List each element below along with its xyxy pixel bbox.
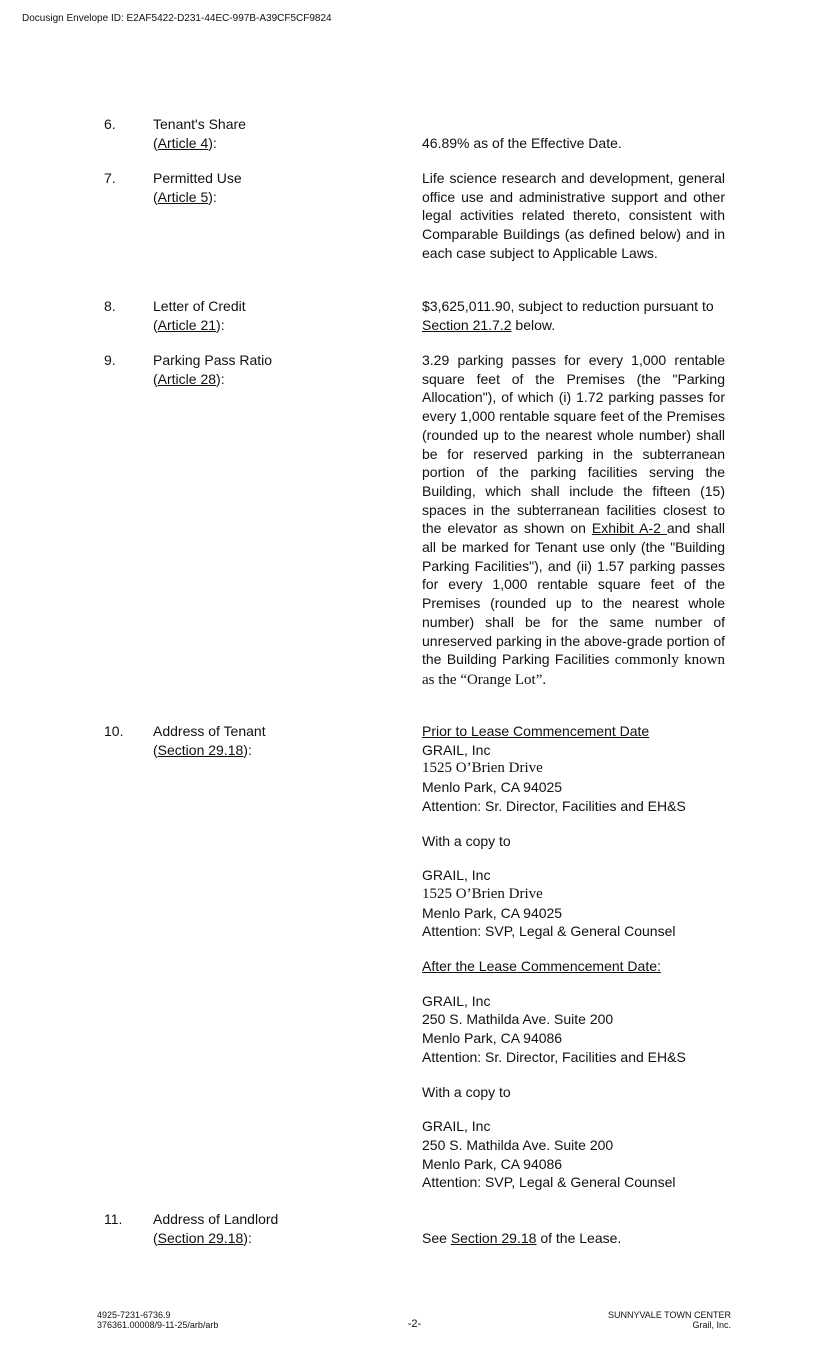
landlord-see: See: [422, 1230, 451, 1246]
section-29-18-link: Section 29.18: [450, 1230, 537, 1246]
after-street: 250 S. Mathilda Ave. Suite 200: [422, 1011, 614, 1028]
label-title: Parking Pass Ratio: [153, 352, 273, 368]
item-number: 8.: [104, 298, 116, 314]
prior-city: Menlo Park, CA 94025: [422, 779, 563, 796]
copy1-street: 1525 O’Brien Drive: [422, 885, 543, 902]
paren-open: (: [153, 316, 158, 333]
prior-street: 1525 O’Brien Drive: [422, 760, 543, 777]
footer-doc-number: 4925-7231-6736.9: [97, 1310, 171, 1320]
label-title: Tenant's Share: [153, 116, 246, 132]
copy-to-label: With a copy to: [422, 832, 511, 849]
parking-text-part-1: 3.29 parking passes for every 1,000 rentable square feet of the Premises (the "Parking Allocation"), of which (i) 1.72 parking passes for every 1,000 rentable square feet of the Premises (rounded up to the nearest whole number) shall be for reserved parking in the subterranean portion of the parking facilities serving the Building, which shall include the fifteen (15) spaces in the subterranean facilities closest to the elevator as shown on: [422, 352, 725, 537]
label-title: Address of Landlord: [153, 1211, 279, 1227]
item-label: [153, 351, 393, 388]
parking-text-part-2: and shall all be marked for Tenant use only (the "Building Parking Facilities"), and (ii) 1.57 parking passes for every 1,000 rentable square feet of the Premises (rounded up to the nearest whole number) shall be for the same number of unreserved parking in the above-grade portion of the Building Parking Facilities: [422, 520, 725, 668]
section-29-18-reference: Section 29.18: [157, 741, 244, 758]
copy1-city: Menlo Park, CA 94025: [422, 904, 563, 921]
paren-open: (: [153, 370, 158, 387]
landlord-address-value: [422, 1229, 725, 1248]
prior-attention: Attention: Sr. Director, Facilities and EH&S: [422, 797, 686, 814]
letter-of-credit-value: [422, 297, 725, 334]
copy2-street: 250 S. Mathilda Ave. Suite 200: [422, 1136, 614, 1153]
item-number: 11.: [104, 1211, 123, 1227]
after-city: Menlo Park, CA 94086: [422, 1030, 563, 1047]
permitted-use-value: Life science research and development, general office use and administrative support and other legal activities related thereto, consistent with Comparable Buildings (as defined below) and in each case subject to Applicable Laws.: [422, 170, 725, 261]
tenants-share-value: 46.89% as of the Effective Date.: [422, 135, 622, 151]
item-label: [153, 115, 393, 152]
page-number: -2-: [407, 1318, 422, 1330]
item-label: [153, 722, 393, 759]
footer-project: [608, 1310, 731, 1330]
prior-commencement-heading: Prior to Lease Commencement Date: [422, 723, 650, 739]
item-number: 10.: [104, 723, 124, 739]
footer-project-name: SUNNYVALE TOWN CENTER: [607, 1310, 731, 1320]
item-number: 7.: [104, 170, 116, 186]
paren-close: ):: [216, 370, 225, 387]
section-21-7-2-reference: Section 21.7.2: [422, 316, 512, 333]
item-number: 9.: [104, 352, 116, 368]
label-title: Letter of Credit: [153, 298, 246, 314]
paren-close: ):: [208, 134, 217, 151]
paren-close: ):: [208, 188, 217, 205]
tenant-address-block: [422, 722, 742, 1192]
article-4-reference: Article 4: [157, 134, 209, 151]
section-29-18-reference: Section 29.18: [157, 1229, 244, 1246]
prior-company-name: GRAIL, Inc: [422, 741, 491, 758]
label-title: Permitted Use: [153, 170, 242, 186]
item-label: [153, 169, 393, 206]
after-attention: Attention: Sr. Director, Facilities and EH&S: [422, 1048, 686, 1065]
article-5-reference: Article 5: [157, 188, 209, 205]
paren-open: (: [153, 134, 158, 151]
article-28-reference: Article 28: [157, 370, 217, 387]
paren-close: ):: [243, 741, 252, 758]
article-21-reference: Article 21: [157, 316, 217, 333]
letter-of-credit-suffix: below.: [511, 316, 556, 333]
item-label: [153, 1210, 393, 1247]
paren-close: ):: [243, 1229, 252, 1246]
parking-text-part-3: commonly known as the “Orange Lot”.: [422, 652, 725, 688]
copy2-attention: Attention: SVP, Legal & General Counsel: [422, 1174, 676, 1191]
footer-matter-number: 376361.00008/9-11-25/arb/arb: [97, 1320, 219, 1330]
docusign-envelope-id: Docusign Envelope ID: E2AF5422-D231-44EC-997B-A39CF5CF9824: [22, 13, 332, 24]
paren-open: (: [153, 188, 158, 205]
label-title: Address of Tenant: [153, 723, 266, 739]
footer-party-name: Grail, Inc.: [692, 1320, 731, 1330]
letter-of-credit-amount: $3,625,011.90, subject to reduction pursuant to: [422, 298, 714, 314]
paren-open: (: [153, 741, 158, 758]
landlord-suffix: of the Lease.: [536, 1230, 622, 1246]
paren-close: ):: [216, 316, 225, 333]
copy1-attention: Attention: SVP, Legal & General Counsel: [422, 923, 676, 940]
after-commencement-heading: After the Lease Commencement Date:: [422, 958, 661, 975]
exhibit-a-2-reference: Exhibit A-2: [591, 520, 667, 537]
parking-pass-ratio-value: [422, 351, 725, 690]
copy1-company-name: GRAIL, Inc: [422, 867, 491, 884]
copy2-city: Menlo Park, CA 94086: [422, 1155, 563, 1172]
copy2-company-name: GRAIL, Inc: [422, 1118, 491, 1135]
copy-to-label: With a copy to: [422, 1083, 511, 1100]
item-label: [153, 297, 393, 334]
after-company-name: GRAIL, Inc: [422, 992, 491, 1009]
paren-open: (: [153, 1229, 158, 1246]
item-number: 6.: [104, 116, 116, 132]
